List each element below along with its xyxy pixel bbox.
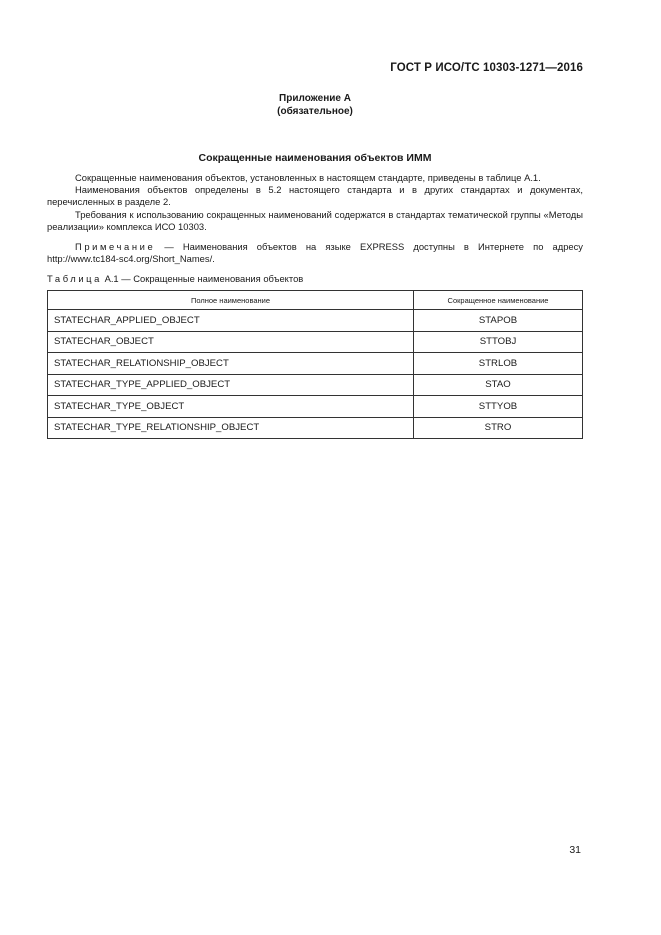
- annex-status: (обязательное): [277, 106, 353, 117]
- table-header-row: [48, 291, 583, 310]
- short-name-cell: STTOBJ: [414, 331, 583, 353]
- short-names-table: [47, 290, 583, 439]
- paragraph-text: Наименования объектов определены в 5.2 настоящего стандарта и в других стандартах и документах, перечисленных в разделе 2.: [47, 184, 583, 208]
- paragraph-text: Сокращенные наименования объектов, установленных в настоящем стандарте, приведены в таблице А.1.: [75, 172, 541, 183]
- paragraph-1: [47, 172, 583, 184]
- note: [47, 241, 583, 266]
- annex-title: Приложение А: [279, 93, 351, 104]
- table-row: [48, 310, 583, 332]
- column-header-short-name: Сокращенное наименование: [414, 291, 583, 310]
- full-name-cell: STATECHAR_RELATIONSHIP_OBJECT: [48, 353, 414, 375]
- note-label: Примечание: [75, 241, 156, 252]
- paragraph-2: [47, 184, 583, 209]
- full-name-cell: STATECHAR_APPLIED_OBJECT: [48, 310, 414, 332]
- section-title: Сокращенные наименования объектов ИММ: [198, 152, 432, 164]
- short-name-cell: STTYOB: [414, 396, 583, 418]
- paragraph-text: Требования к использованию сокращенных наименований содержатся в стандартах тематической группы «Методы реализации» комплекса ИСО 10303.: [47, 209, 583, 233]
- table-row: [48, 374, 583, 396]
- full-name-cell: STATECHAR_TYPE_RELATIONSHIP_OBJECT: [48, 417, 414, 439]
- table-caption-text: А.1 — Сокращенные наименования объектов: [101, 273, 304, 284]
- table-caption-label: Таблица: [47, 273, 102, 284]
- table-row: [48, 417, 583, 439]
- full-name-cell: STATECHAR_OBJECT: [48, 331, 414, 353]
- short-name-cell: STRO: [414, 417, 583, 439]
- annex-heading: [0, 92, 630, 118]
- note-text: — Наименования объектов на языке EXPRESS доступны в Интернете по адресу http://www.tc184-sc4.org/Short_Names/.: [47, 241, 583, 265]
- page-number: 31: [569, 844, 581, 856]
- column-header-full-name: Полное наименование: [48, 291, 414, 310]
- short-name-cell: STRLOB: [414, 353, 583, 375]
- paragraph-3: [47, 209, 583, 234]
- table-row: [48, 396, 583, 418]
- table-caption: [47, 273, 303, 284]
- table-row: [48, 353, 583, 375]
- table-row: [48, 331, 583, 353]
- short-name-cell: STAPOB: [414, 310, 583, 332]
- document-code: ГОСТ Р ИСО/ТС 10303-1271—2016: [390, 62, 583, 74]
- full-name-cell: STATECHAR_TYPE_APPLIED_OBJECT: [48, 374, 414, 396]
- full-name-cell: STATECHAR_TYPE_OBJECT: [48, 396, 414, 418]
- short-name-cell: STAO: [414, 374, 583, 396]
